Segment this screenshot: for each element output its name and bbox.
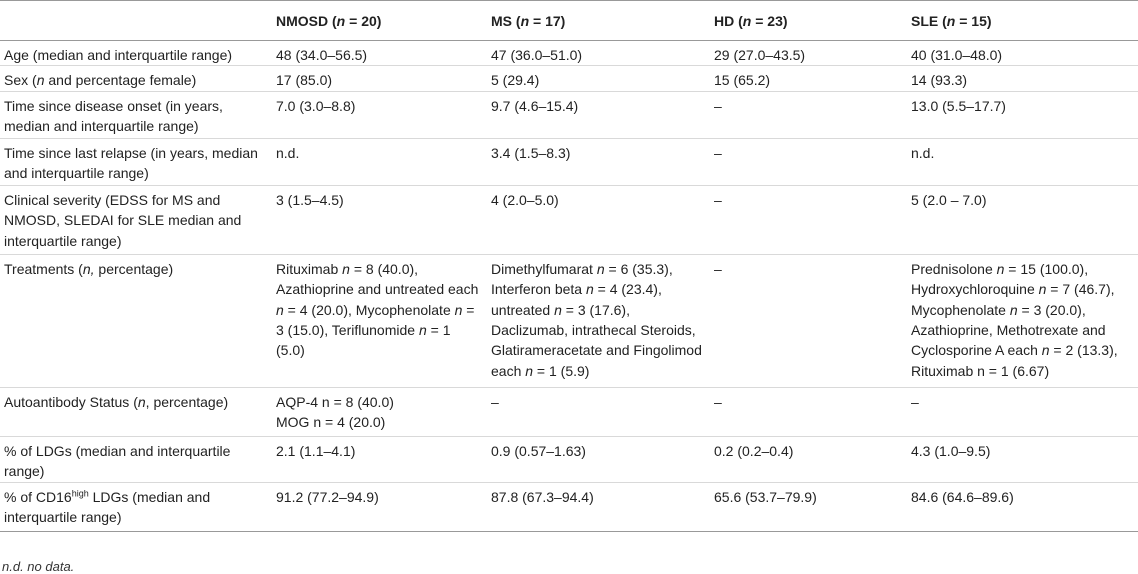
- header-empty: [0, 1, 272, 41]
- cell-nmosd: 3 (1.5–4.5): [276, 191, 344, 208]
- cell-sle: 5 (2.0 – 7.0): [911, 191, 987, 208]
- cell-hd: –: [714, 144, 722, 161]
- cell-nmosd: Rituximab n = 8 (40.0), Azathioprine and untreated each n = 4 (20.0), Mycophenolate n = 3 (15.0), Teriflunomide n = 1 (5.0): [276, 260, 479, 359]
- row-label: Treatments (n, percentage): [4, 260, 174, 277]
- row-label: Clinical severity (EDSS for MS and NMOSD, SLEDAI for SLE median and interquartile range): [4, 191, 242, 249]
- cell-sle: –: [911, 393, 919, 410]
- row-label: Time since disease onset (in years, median and interquartile range): [4, 97, 223, 135]
- cell-sle: 84.6 (64.6–89.6): [911, 488, 1014, 505]
- cell-ms: 47 (36.0–51.0): [491, 47, 583, 63]
- table-footnote: n.d. no data.: [2, 559, 75, 574]
- cell-hd: 0.2 (0.2–0.4): [714, 442, 794, 459]
- header-hd: HD (n = 23): [710, 1, 907, 41]
- cell-hd: 29 (27.0–43.5): [714, 47, 806, 63]
- row-label: Time since last relapse (in years, median and interquartile range): [4, 144, 258, 182]
- cell-nmosd: [272, 387, 487, 436]
- row-label: Age (median and interquartile range): [4, 47, 233, 63]
- table-row-severity: [0, 185, 1138, 254]
- header-sle: SLE (n = 15): [907, 1, 1138, 41]
- row-label: % of LDGs (median and interquartile range): [4, 442, 231, 480]
- cell-ms: 87.8 (67.3–94.4): [491, 488, 594, 505]
- cell-hd: 65.6 (53.7–79.9): [714, 488, 817, 505]
- cell-ms: 0.9 (0.57–1.63): [491, 442, 586, 459]
- header-ms: MS (n = 17): [487, 1, 710, 41]
- cell-ms: 5 (29.4): [491, 72, 540, 89]
- antibody-line: AQP-4 n = 8 (40.0): [276, 393, 394, 410]
- cell-sle: 13.0 (5.5–17.7): [911, 97, 1006, 114]
- cell-ms: –: [491, 393, 499, 410]
- cell-sle: 40 (31.0–48.0): [911, 47, 1003, 63]
- table-row-onset: [0, 91, 1138, 138]
- cell-nmosd: 48 (34.0–56.5): [276, 47, 368, 63]
- header-nmosd: NMOSD (n = 20): [272, 1, 487, 41]
- cell-sle: Prednisolone n = 15 (100.0), Hydroxychloroquine n = 7 (46.7), Mycophenolate n = 3 (20.0), Azathioprine, Methotrexate and Cyclosporine A each n = 2 (13.3), Rituximab n = 1 (6.67): [911, 260, 1118, 379]
- antibody-line: MOG n = 4 (20.0): [276, 414, 386, 431]
- table-row-treatments: [0, 254, 1138, 387]
- cell-hd: –: [714, 97, 722, 114]
- cell-sle: n.d.: [911, 144, 935, 161]
- cell-sle: 4.3 (1.0–9.5): [911, 442, 991, 459]
- cell-nmosd: 17 (85.0): [276, 72, 333, 89]
- header-row: [0, 1, 1138, 41]
- cell-nmosd: n.d.: [276, 144, 300, 161]
- table-row-relapse: [0, 138, 1138, 185]
- cell-hd: 15 (65.2): [714, 72, 771, 89]
- table-row-cd16: [0, 482, 1138, 531]
- cell-sle: 14 (93.3): [911, 72, 968, 89]
- row-label: % of $CD16^{high}$ LDGs (median and interquartile range): [4, 487, 211, 526]
- row-label: Autoantibody Status (n, percentage): [4, 393, 229, 410]
- table-row-autoantibody: [0, 387, 1138, 436]
- table-row-ldgs: [0, 436, 1138, 482]
- cell-hd: –: [714, 260, 722, 277]
- row-label: Sex (n and percentage female): [4, 72, 197, 89]
- cell-ms: 3.4 (1.5–8.3): [491, 144, 571, 161]
- cell-ms: 4 (2.0–5.0): [491, 191, 559, 208]
- cell-nmosd: 91.2 (77.2–94.9): [276, 488, 379, 505]
- cell-ms: 9.7 (4.6–15.4): [491, 97, 579, 114]
- cell-nmosd: 7.0 (3.0–8.8): [276, 97, 356, 114]
- table-row-sex: [0, 66, 1138, 91]
- cell-hd: –: [714, 191, 722, 208]
- cell-ms: Dimethylfumarat n = 6 (35.3), Interferon beta n = 4 (23.4), untreated n = 3 (17.6), Daclizumab, intrathecal Steroids, Glatirameracetate and Fingolimod each n = 1 (5.9): [491, 260, 702, 379]
- table-row-age: [0, 41, 1138, 66]
- cell-hd: –: [714, 393, 722, 410]
- cell-nmosd: 2.1 (1.1–4.1): [276, 442, 356, 459]
